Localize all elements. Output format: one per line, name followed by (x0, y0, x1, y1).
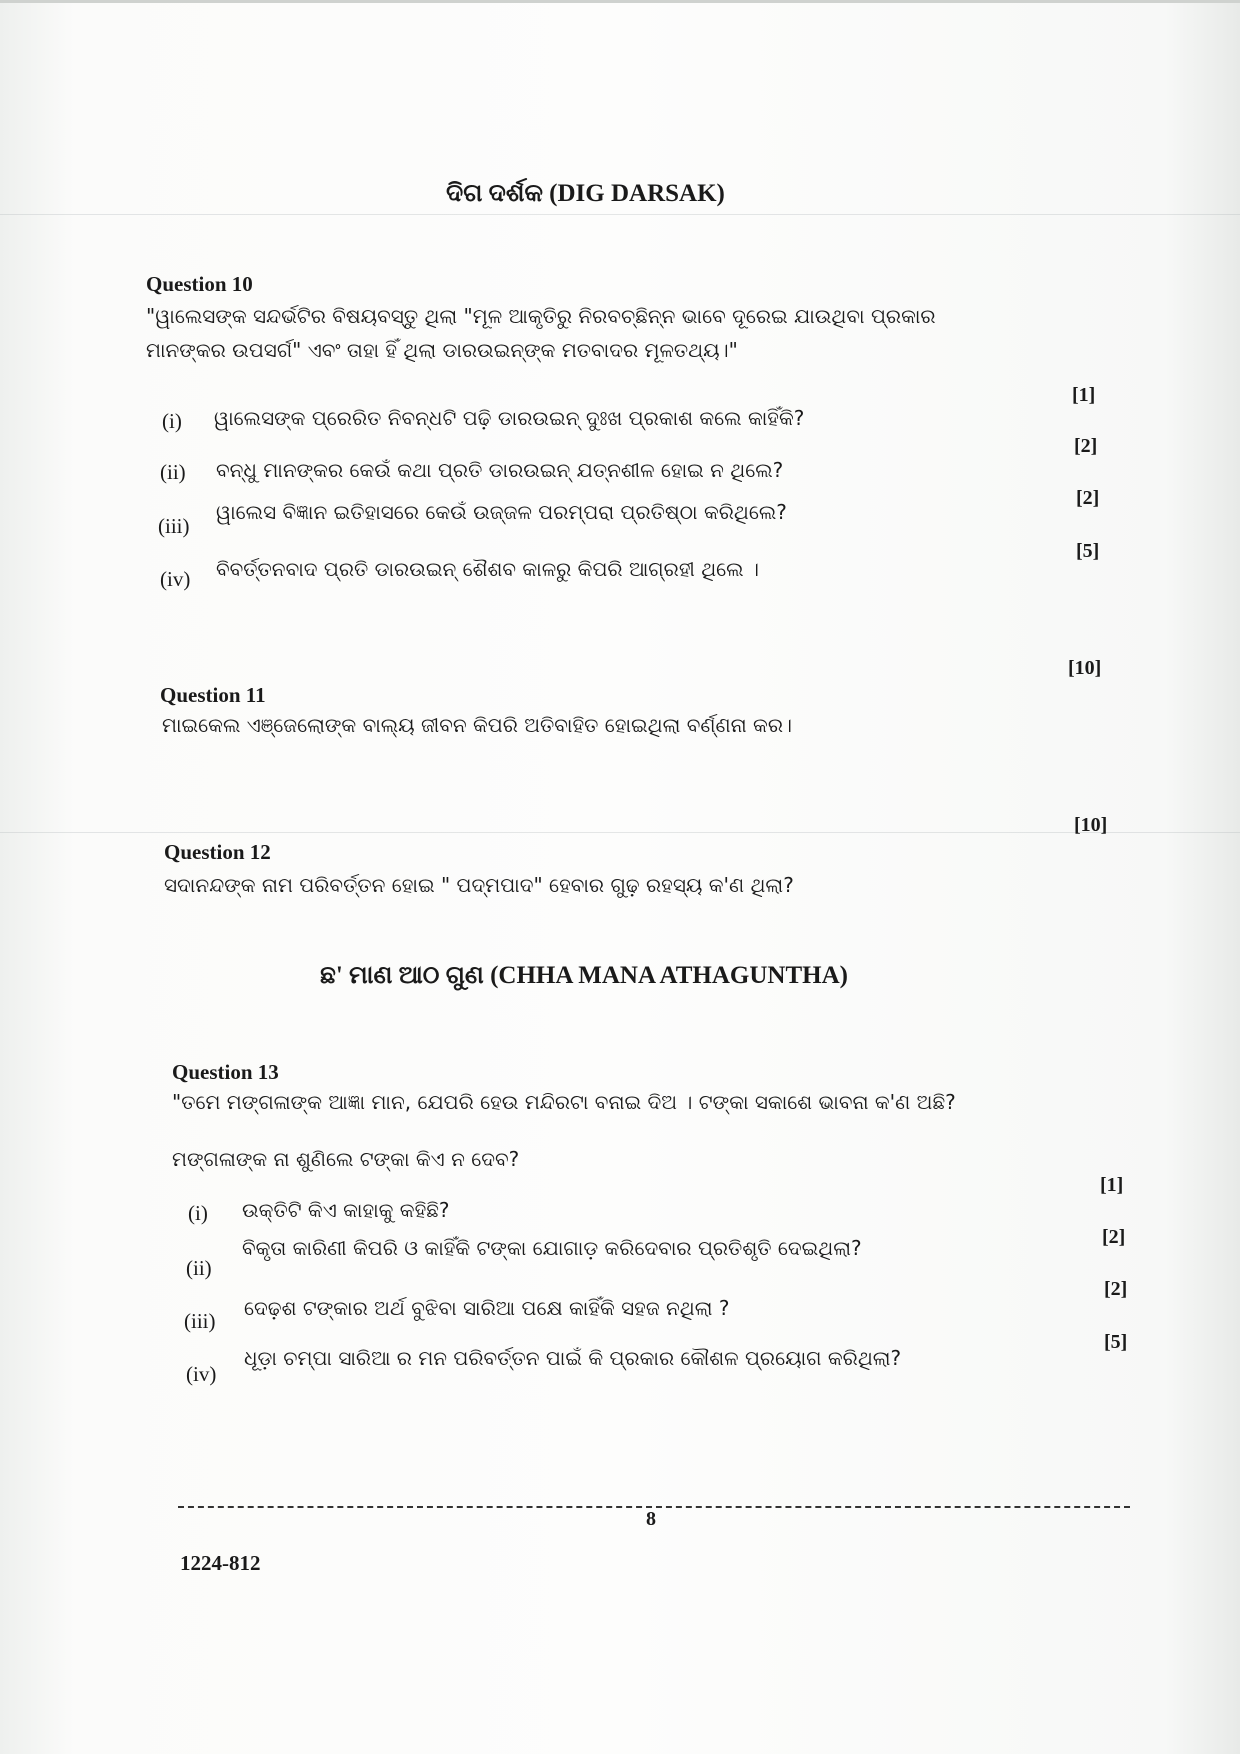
q13-part-3-marks: [2] (1104, 1278, 1128, 1300)
q10-part-3-text: ୱାଲେସ ବିଜ୍ଞାନ ଇତିହାସରେ କେଉଁ ଉଜ୍ଜଳ ପରମ୍ପରା ପ୍ରତିଷ୍ଠା କରିଥିଲେ? (216, 500, 787, 524)
q13-part-2-marks: [2] (1102, 1226, 1126, 1248)
q10-part-4-text: ବିବର୍ତ୍ତନବାଦ ପ୍ରତି ଡାରଉଇନ୍ ଶୈଶବ କାଳରୁ କିପରି ଆଗ୍ରହୀ ଥିଲେ । (216, 557, 759, 581)
q13-part-2-text: ବିକୃତା କାରିଣୀ କିପରି ଓ କାହିଁକି ଟଙ୍କା ଯୋଗାଡ଼ କରିଦେବାର ପ୍ରତିଶୃତି ଦେଇଥିଲା? (242, 1236, 862, 1260)
section-title-dig-darsak: ଦିଗ ଦର୍ଶକ (DIG DARSAK) (446, 180, 725, 207)
q13-part-1-marks: [1] (1100, 1174, 1124, 1196)
scan-edge (0, 0, 1240, 3)
question-13-intro-line-1: "ତମେ ମଙ୍ଗଳାଙ୍କ ଆଜ୍ଞା ମାନ, ଯେପରି ହେଉ ମନ୍ଦିରଟା ବନାଇ ଦିଅ । ଟଙ୍କା ସକାଶେ ଭାବନା କ'ଣ ଅଛି? (172, 1090, 956, 1114)
paper-code: 1224-812 (180, 1551, 261, 1575)
question-11-heading: Question 11 (160, 683, 266, 707)
q12-marks: [10] (1074, 814, 1108, 836)
question-10-intro-line-2: ମାନଙ୍କର ଉପସର୍ଗ" ଏବଂ ତାହା ହିଁ ଥିଲା ଡାରଉଇନ୍‌ଙ୍କ ମତବାଦର ମୂଳତଥ୍ୟ।" (146, 338, 738, 362)
question-10-heading: Question 10 (146, 272, 253, 296)
question-10-intro-line-1: "ୱାଲେସଙ୍କ ସନ୍ଦର୍ଭଟିର ବିଷୟବସ୍ତୁ ଥିଲା "ମୂଳ ଆକୃତିରୁ ନିରବଚ୍ଛିନ୍ନ ଭାବେ ଦୂରେଇ ଯାଉଥିବା ପ୍ରକାର (146, 304, 936, 328)
q10-part-1-marks: [1] (1072, 384, 1096, 406)
question-13-heading: Question 13 (172, 1060, 279, 1084)
q11-marks: [10] (1068, 657, 1102, 679)
page-number: 8 (646, 1508, 656, 1530)
question-12-heading: Question 12 (164, 840, 271, 864)
q10-part-3-number: (iii) (158, 514, 190, 538)
q13-part-4-text: ଧୂଡ଼ା ଚମ୍ପା ସାରିଆ ର ମନ ପରିବର୍ତ୍ତନ ପାଇଁ କି ପ୍ରକାର କୌଶଳ ପ୍ରୟୋଗ କରିଥିଲା? (244, 1346, 902, 1370)
q13-part-3-text: ଦେଢ଼ଶ ଟଙ୍କାର ଅର୍ଥ ବୁଝିବା ସାରିଆ ପକ୍ଷେ କାହିଁକି ସହଜ ନଥିଲା ? (244, 1296, 730, 1320)
q13-part-1-number: (i) (188, 1201, 208, 1225)
q10-part-4-number: (iv) (160, 567, 191, 591)
page-fold (0, 832, 1240, 833)
q10-part-2-number: (ii) (160, 460, 186, 484)
q13-part-3-number: (iii) (184, 1309, 216, 1333)
q10-part-2-text: ବନ୍ଧୁ ମାନଙ୍କର କେଉଁ କଥା ପ୍ରତି ଡାରଉଇନ୍ ଯତ୍ନଶୀଳ ହୋଇ ନ ଥିଲେ? (216, 458, 784, 482)
question-13-intro-line-2: ମଙ୍ଗଳାଙ୍କ ନା ଶୁଣିଲେ ଟଙ୍କା କିଏ ନ ଦେବ? (172, 1147, 520, 1171)
q10-part-3-marks: [2] (1076, 487, 1100, 509)
question-12-text: ସଦାନନ୍ଦଙ୍କ ନାମ ପରିବର୍ତ୍ତନ ହୋଇ " ପଦ୍ମପାଦ" ହେବାର ଗୁଢ଼ ରହସ୍ୟ କ'ଣ ଥିଲା? (164, 873, 794, 897)
q13-part-4-marks: [5] (1104, 1331, 1128, 1353)
q10-part-4-marks: [5] (1076, 540, 1100, 562)
q13-part-4-number: (iv) (186, 1362, 217, 1386)
q10-part-2-marks: [2] (1074, 435, 1098, 457)
q13-part-1-text: ଉକ୍ତିଟି କିଏ କାହାକୁ କହିଛି? (242, 1198, 450, 1222)
page-fold (0, 214, 1240, 215)
q10-part-1-text: ୱାଲେସଙ୍କ ପ୍ରେରିତ ନିବନ୍ଧଟି ପଢ଼ି ଡାରଉଇନ୍ ଦୁଃଖ ପ୍ରକାଶ କଲେ କାହିଁକି? (214, 406, 805, 430)
section-title-chha-mana-athaguntha: ଛ' ମାଣ ଆଠ ଗୁଣ (CHHA MANA ATHAGUNTHA) (320, 962, 848, 989)
question-11-text: ମାଇକେଲ ଏଞ୍ଜେଲୋଙ୍କ ବାଲ୍ୟ ଜୀବନ କିପରି ଅତିବାହିତ ହୋଇଥିଲା ବର୍ଣ୍ଣନା କର। (162, 713, 792, 737)
q13-part-2-number: (ii) (186, 1256, 212, 1280)
q10-part-1-number: (i) (162, 409, 182, 433)
